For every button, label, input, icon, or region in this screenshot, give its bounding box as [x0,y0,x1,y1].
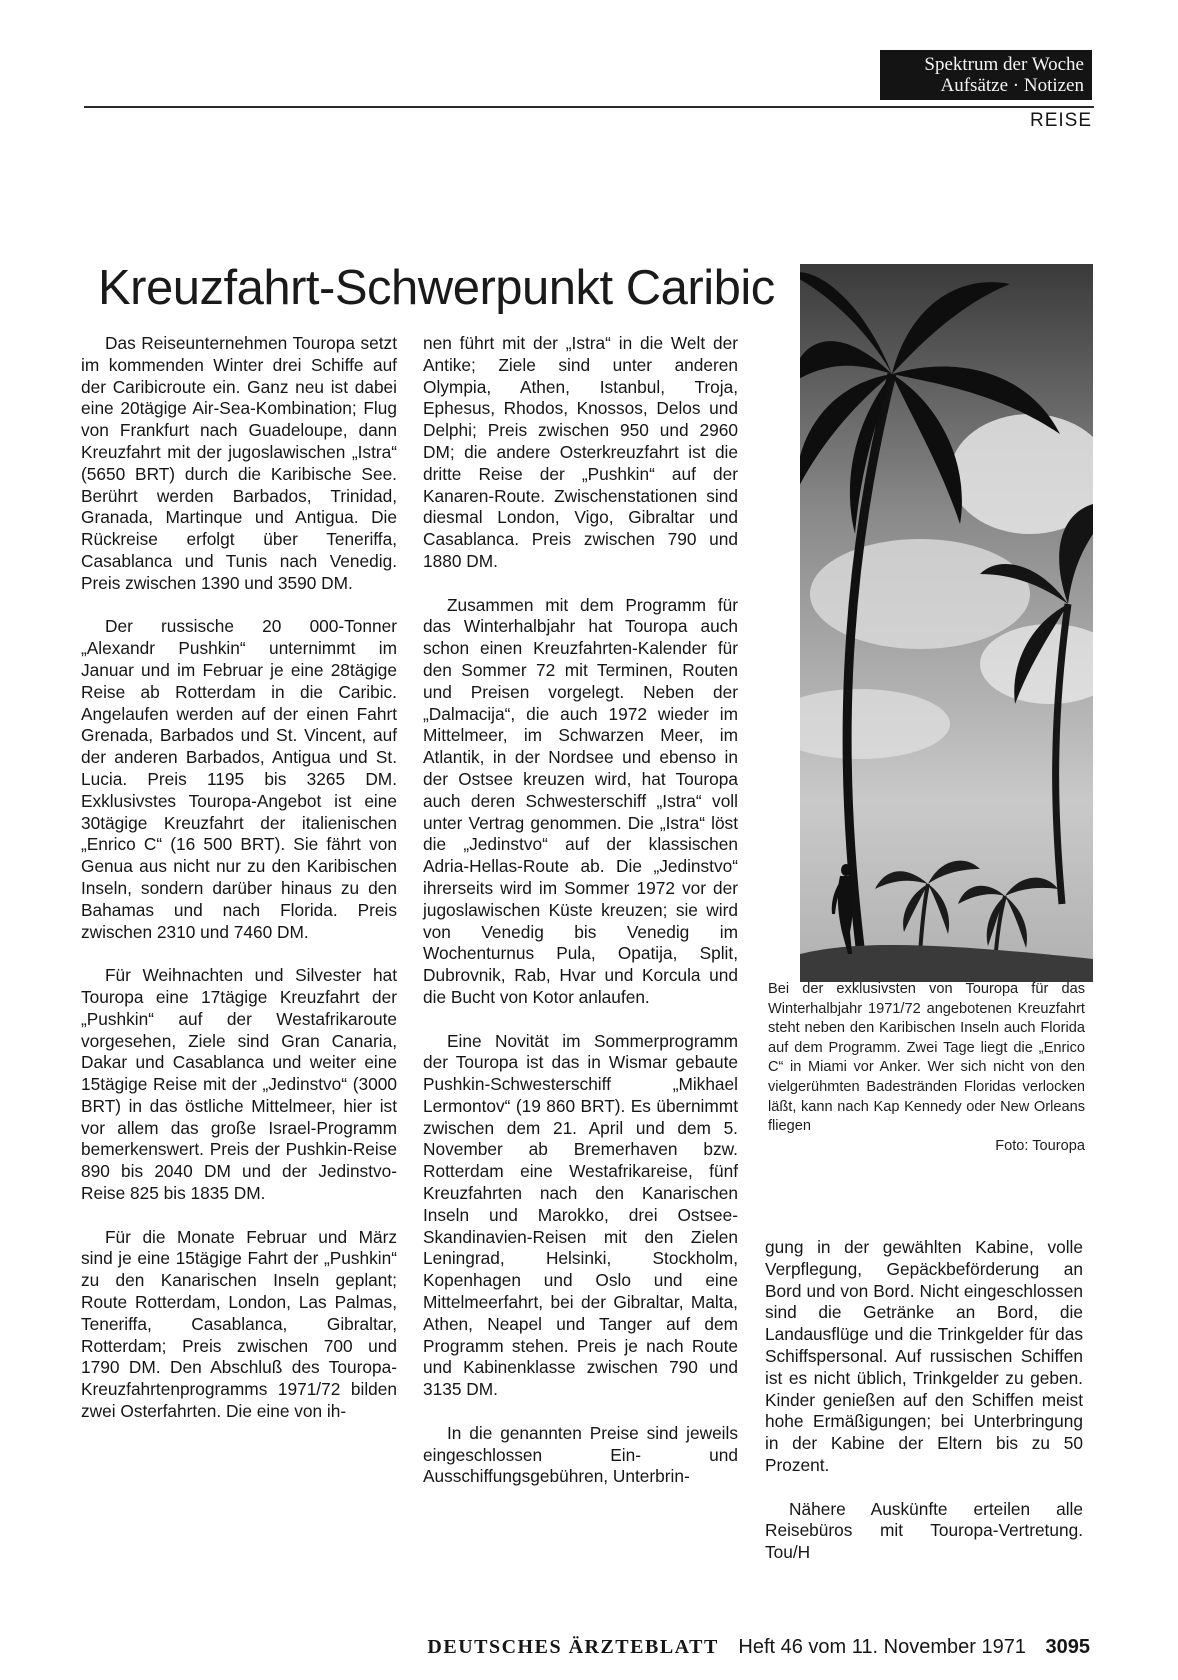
section-label-line1: Spektrum der Woche [924,54,1084,75]
article-column-2 [423,333,738,1488]
paragraph: In die genannten Preise sind jeweils eingeschlossen Ein- und Ausschiffungsgebühren, Unterbrin- [423,1422,738,1487]
paragraph: Der russische 20 000-Tonner „Alexandr Pushkin“ unternimmt im Januar und im Februar je eine 28tägige Reise ab Rotterdam in die Caribic. Angelaufen werden auf der einen Fahrt Grenada, Barbados und St. Vincent, auf der anderen Barbados, Antigua und St. Lucia. Preis 1195 bis 3265 DM. Exklusivstes Touropa-Angebot ist eine 30tägige Kreuzfahrt der italienischen „Enrico C“ (16 500 BRT). Sie fährt von Genua aus nicht nur zu den Karibischen Inseln, sondern darüber hinaus zu den Bahamas und nach Florida. Preis zwischen 2310 und 7460 DM. [81,616,397,942]
paragraph: nen führt mit der „Istra“ in die Welt der Antike; Ziele sind unter anderen Olympia, Athen, Istanbul, Troja, Ephesus, Rhodos, Knossos, Delos und Delphi; Preis zwischen 950 und 2960 DM; die andere Osterkreuzfahrt ist die dritte Reise der „Pushkin“ auf der Kanaren-Route. Zwischenstationen sind diesmal London, Vigo, Gibraltar und Casablanca. Preis zwischen 790 und 1880 DM. [423,333,738,571]
paragraph: Für die Monate Februar und März sind je eine 15tägige Fahrt der „Pushkin“ zu den Kanarischen Inseln geplant; Route Rotterdam, London, Las Palmas, Teneriffa, Casablanca, Gibraltar, Rotterdam; Preis zwischen 700 und 1790 DM. Den Abschluß des Touropa-Kreuzfahrtenprogramms 1971/72 bilden zwei Osterfahrten. Die eine von ih- [81,1226,397,1422]
page-number: 3095 [1045,1636,1090,1658]
header-rule [84,106,1094,108]
paragraph: Zusammen mit dem Programm für das Winterhalbjahr hat Touropa auch schon einen Kreuzfahrten-Kalender für den Sommer 72 mit Terminen, Routen und Preisen vorgelegt. Neben der „Dalmacija“, die auch 1972 wieder im Mittelmeer, im Schwarzen Meer, im Atlantik, in der Nordsee und ebenso in der Ostsee kreuzen wird, hat Touropa auch deren Schwesterschiff „Istra“ voll unter Vertrag genommen. Die „Istra“ löst die „Jedinstvo“ auf der klassischen Adria-Hellas-Route ab. Die „Jedinstvo“ ihrerseits wird im Sommer 1972 vor der jugoslawischen Küste kreuzen; sie wird von Venedig bis Venedig im Wochenturnus Pula, Opatija, Split, Dubrovnik, Rab, Hvar und Korcula und die Bucht von Kotor anlaufen. [423,594,738,1007]
paragraph: Nähere Auskünfte erteilen alle Reisebüros mit Touropa-Vertretung. Tou/H [765,1498,1083,1563]
caption-text: Bei der exklusivsten von Touropa für das Winterhalbjahr 1971/72 angebotenen Kreuzfahrt steht neben den Karibischen Inseln auch Florida auf dem Programm. Zwei Tage liegt die „Enrico C“ in Miami vor Anker. Wer sich nicht von den vielgerühmten Badestränden Floridas verlocken läßt, kann nach Kap Kennedy oder New Orleans fliegen [768,981,1085,1135]
photo-credit: Foto: Touropa [995,1137,1085,1154]
palm-beach-photo [800,264,1093,982]
paragraph: Eine Novität im Sommerprogramm der Touropa ist das in Wismar gebaute Pushkin-Schwesterschiff „Mikhael Lermontov“ (19 860 BRT). Es übernimmt zwischen dem 21. April und dem 5. November ab Bremerhaven bzw. Rotterdam eine Westafrikareise, fünf Kreuzfahrten nach den Kanarischen Inseln und Marokko, drei Ostsee-Skandinavien-Reisen mit den Zielen Leningrad, Helsinki, Stockholm, Kopenhagen und Oslo und eine Mittelmeerfahrt, bei der Gibraltar, Malta, Athen, Neapel und Tanger auf dem Programm stehen. Preis je nach Route und Kabinenklasse zwischen 790 und 3135 DM. [423,1030,738,1400]
paragraph: Das Reiseunternehmen Touropa setzt im kommenden Winter drei Schiffe auf der Caribicroute ein. Ganz neu ist dabei eine 20tägige Air-Sea-Kombination; Flug von Frankfurt nach Guadeloupe, dann Kreuzfahrt mit der jugoslawischen „Istra“ (5650 BRT) durch die Karibische See. Berührt werden Barbados, Trinidad, Granada, Martinque und Antigua. Die Rückreise erfolgt über Teneriffa, Casablanca und Tunis nach Venedig. Preis zwischen 1390 und 3590 DM. [81,333,397,593]
section-label-line2: Aufsätze · Notizen [940,75,1084,96]
paragraph: gung in der gewählten Kabine, volle Verpflegung, Gepäckbeförderung an Bord und von Bord. Nicht eingeschlossen sind die Getränke an Bord, die Landausflüge und die Trinkgelder für das Schiffspersonal. Auf russischen Schiffen ist es nicht üblich, Trinkgelder zu geben. Kinder genießen auf den Schiffen meist hohe Ermäßigungen; bei Unterbringung in der Kabine der Eltern bis zu 50 Prozent. [765,1237,1083,1475]
section-label-box [880,50,1092,100]
issue-info: Heft 46 vom 11. November 1971 [738,1636,1026,1658]
section-name: REISE [1029,110,1092,131]
journal-name: DEUTSCHES ÄRZTEBLATT [427,1636,719,1658]
paragraph: Für Weihnachten und Silvester hat Touropa eine 17tägige Kreuzfahrt der „Pushkin“ auf der Westafrikaroute vorgesehen, Ziele sind Gran Canaria, Dakar und Casablanca und weiter eine 15tägige Reise mit der „Jedinstvo“ (3000 BRT) in das östliche Mittelmeer, hier ist vor allem das große Israel-Programm bemerkenswert. Preis der Pushkin-Reise 890 bis 2040 DM und der Jedinstvo-Reise 825 bis 1835 DM. [81,965,397,1204]
article-column-1 [81,333,397,1423]
article-column-3 [765,1237,1083,1564]
photo-caption [768,980,1085,1156]
article-title: Kreuzfahrt-Schwerpunkt Caribic [98,261,775,315]
page-footer [420,1636,1090,1659]
